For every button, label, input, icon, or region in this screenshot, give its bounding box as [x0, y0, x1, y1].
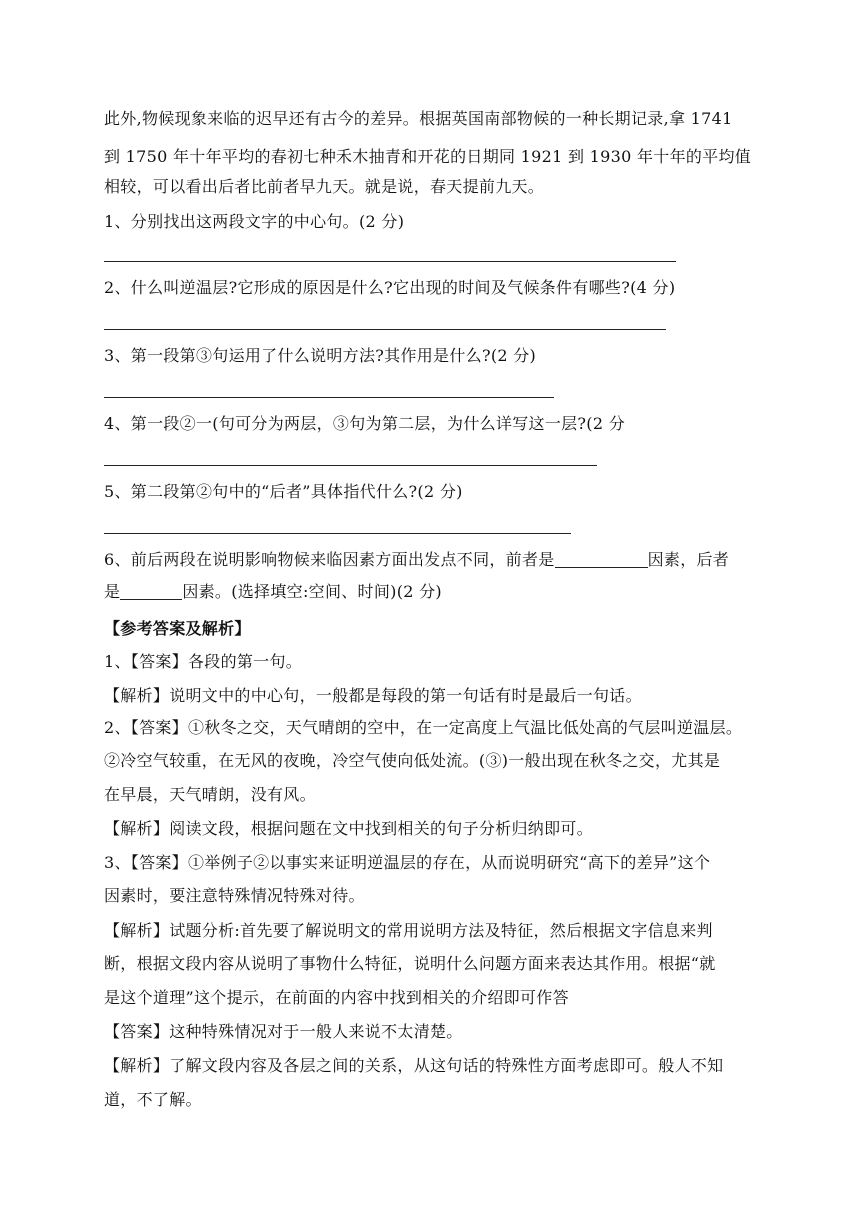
- question-2: 2、什么叫逆温层?它形成的原因是什么?它出现的时间及气候条件有哪些?(4 分): [104, 278, 676, 297]
- answer-1: 1、【答案】各段的第一句。: [104, 652, 303, 671]
- answer-line-2: [104, 329, 666, 330]
- answer-line-1: [104, 261, 676, 262]
- question-6-line-2: [104, 580, 442, 604]
- analysis-3-line-1: 【解析】试题分析:首先要了解说明文的常用说明方法及特征，然后根据文字信息来判: [104, 921, 713, 940]
- question-3: 3、第一段第③句运用了什么说明方法?其作用是什么?(2 分): [104, 346, 537, 365]
- passage-line-2: 到 1750 年十年平均的春初七种禾木抽青和开花的日期同 1921 到 1930 年十年的平均值: [104, 147, 752, 166]
- answer-3-line-1: 3、【答案】①举例子②以事实来证明逆温层的存在，从而说明研究“高下的差异”这个: [104, 853, 711, 872]
- answer-3-line-2: 因素时，要注意特殊情况特殊对待。: [104, 886, 365, 905]
- question-5: 5、第二段第②句中的“后者”具体指代什么?(2 分): [104, 482, 463, 501]
- question-6-text-c: 是: [104, 582, 121, 601]
- question-6-line-1: [104, 548, 729, 572]
- passage-line-1: 此外,物候现象来临的迟早还有古今的差异。根据英国南部物候的一种长期记录,拿 1741: [104, 109, 733, 128]
- question-4: 4、第一段②一(句可分为两层，③句为第二层，为什么详写这一层?(2 分: [104, 414, 626, 433]
- analysis-2: 【解析】阅读文段，根据问题在文中找到相关的句子分析归纳即可。: [104, 819, 594, 838]
- question-6-text-b: 因素，后者: [647, 550, 730, 569]
- answer-2-line-3: 在早晨，天气晴朗，没有风。: [104, 785, 316, 804]
- analysis-1: 【解析】说明文中的中心句，一般都是每段的第一句话有时是最后一句话。: [104, 686, 642, 705]
- analysis-4-line-2: 道，不了解。: [104, 1090, 202, 1109]
- question-6-text-a: 6、前后两段在说明影响物候来临因素方面出发点不同，前者是: [104, 550, 555, 569]
- question-6-text-d: 因素。(选择填空:空间、时间)(2 分): [182, 582, 442, 601]
- answer-4: 【答案】这种特殊情况对于一般人来说不太清楚。: [104, 1022, 463, 1041]
- answer-2-line-2: ②冷空气较重，在无风的夜晚，冷空气使向低处流。(③)一般出现在秋冬之交，尤其是: [104, 751, 721, 770]
- answers-heading: 【参考答案及解析】: [104, 619, 251, 638]
- fill-blank-2[interactable]: [120, 581, 182, 600]
- question-1: 1、分别找出这两段文字的中心句。(2 分): [104, 212, 405, 231]
- answer-line-4: [104, 465, 597, 466]
- analysis-4-line-1: 【解析】了解文段内容及各层之间的关系，从这句话的特殊性方面考虑即可。般人不知: [104, 1056, 724, 1075]
- analysis-3-line-2: 断，根据文段内容从说明了事物什么特征，说明什么问题方面来表达其作用。根据“就: [104, 954, 716, 973]
- answer-2-line-1: 2、【答案】①秋冬之交，天气晴朗的空中，在一定高度上气温比低处高的气层叫逆温层。: [104, 718, 743, 737]
- analysis-3-line-3: 是这个道理”这个提示，在前面的内容中找到相关的介绍即可作答: [104, 988, 569, 1007]
- passage-line-3: 相较，可以看出后者比前者早九天。就是说，春天提前九天。: [104, 177, 545, 196]
- fill-blank-1[interactable]: [555, 549, 648, 568]
- answer-line-3: [104, 397, 554, 398]
- answer-line-5: [104, 533, 571, 534]
